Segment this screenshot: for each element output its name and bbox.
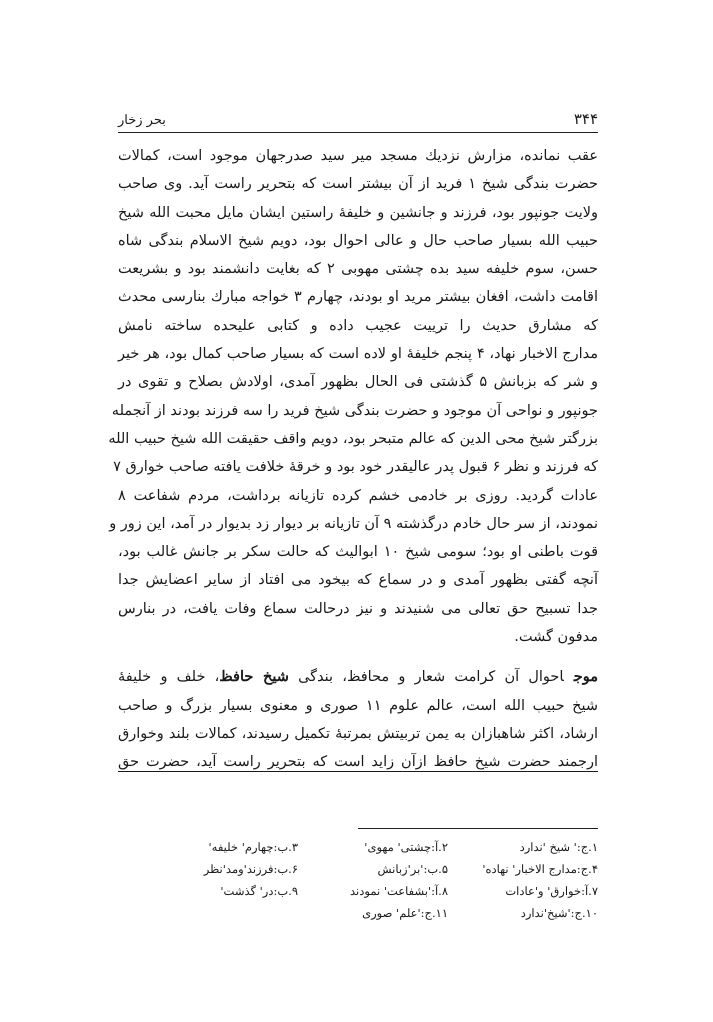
page-header: [118, 106, 598, 128]
footnote-row: [118, 880, 598, 902]
paragraph-1: [108, 142, 599, 651]
footnotes: [118, 836, 598, 924]
text-line: جدا تسبیح حق تعالی می شنیدند و نیز درحالت سماع وفات یافت، در بنارس: [118, 600, 598, 617]
text-line: مدفون گشت.: [514, 629, 598, 646]
text-line: که مشارق حدیث را ترییت عجیب داده و کتابی علیحده ساخته نامش: [118, 317, 598, 334]
text-line: که فرزند و نظر ۶ قبول پدر عالیقدر خود بود و خرقهٔ خلافت یافته صاحب خوارق ۷: [113, 459, 598, 476]
text-line: جونپور و نواحی آن موجود و حضرت بندگی شیخ فرید را سه فرزند بودند از آنجمله: [111, 402, 598, 419]
footnote: ۱.ج:' شیخ 'ندارد: [519, 840, 598, 854]
text-line: بزرگتر شیخ محی الدین که عالم متبحر بود، دویم واقف حقیقت الله شیخ حبیب الله: [108, 430, 598, 447]
footnote: ۹.ب:در' گذشت': [220, 884, 298, 898]
text-line: حسن، سوم خلیفه سید بده چشتی مهوبی ۲ که بغایت دانشمند بود و بشریعت: [118, 261, 598, 278]
text-line: نمودند، از سر حال خادم درگذشته ۹ آن تازیانه بر دیوار زد بدیوار در آمد، این زور و: [109, 515, 598, 532]
text-line: ارشاد، اکثر شاهبازان به یمن تربیتش بمرتبهٔ تکمیل رسیدند، کمالات بلند وخوارق: [118, 725, 598, 742]
page-number: ۳۴۴: [573, 110, 598, 128]
paragraph-2: [118, 663, 598, 776]
text-line: عادات گردید. روزی بر خادمی خشم کرده تازیانه برداشت، مردم شفاعت ۸: [118, 487, 598, 504]
text-line: اقامت داشت، افغان بیشتر مرید او بودند، چهارم ۳ خواجه مبارك بنارسی محدث: [118, 289, 598, 306]
text-line: ارجمند حضرت شیخ حافظ ازآن زاید است که بتحریر راست آید، حضرت حق: [118, 754, 598, 771]
text-segment: احوال آن کرامت شعار و محافظ، بندگی: [298, 669, 564, 686]
footnote-row: [118, 858, 598, 880]
header-rule: [118, 132, 598, 133]
footnote: ۶.ب:فرزند'ومد'نظر: [203, 862, 298, 876]
text-line: و شر که بزبانش ۵ گذشتی فی الحال بظهور آمدی، اولادش بصلاح و تقوی در: [118, 374, 598, 391]
footnote: ۷.آ:خوارق' و'عادات: [505, 884, 598, 898]
footnote: ۲.آ:چشتی' مهوی': [364, 840, 448, 854]
footnote-row: [118, 836, 598, 858]
footnote-row: [118, 902, 598, 924]
text-segment: ، خلف و خلیفهٔ: [118, 669, 220, 686]
footnote: ۸.آ:'بشفاعت' نمودند: [350, 884, 448, 898]
running-title: بحر زخار: [118, 113, 166, 128]
text-line: حبیب الله بسیار صاحب حال و عالی احوال بود، دویم شیخ الاسلام بندگی شاه: [118, 232, 598, 249]
bold-name: شیخ حافظ: [219, 668, 289, 686]
text-line: عقب نمانده، مزارش نزدیك مسجد میر سید صدرجهان موجود است، کمالات: [118, 148, 598, 164]
footnote: ۱۱.ج:'علم' صوری: [362, 906, 448, 920]
footnote: ۱۰.ج:'شیخ'ندارد: [520, 906, 598, 920]
footnote: ۳.ب:چهارم' خلیفه': [208, 840, 298, 854]
text-line: شیخ حبیب الله است، عالم علوم ۱۱ صوری و معنوی بسیار بزرگ و صاحب: [118, 697, 598, 714]
footnote: ۵.ب:'بر'زبانش: [377, 862, 448, 876]
text-line: ولایت جونپور بود، فرزند و جانشین و خلیفهٔ راستین ایشان مایل محبت الله شیخ: [118, 204, 598, 221]
text-line: حضرت بندگی شیخ ۱ فرید از آن بیشتر است که بتحریر راست آید. وی صاحب: [118, 176, 598, 193]
footnote-rule: [358, 828, 598, 829]
text-line: [118, 663, 598, 691]
section-lead-word: موج: [573, 668, 599, 686]
footnote: [148, 902, 298, 924]
text-line: قوت باطنی او بود؛ سومی شیخ ۱۰ ابوالیث که حالت سکر بر جانش غالب بود،: [118, 544, 598, 561]
text-line: مدارج الاخبار نهاد، ۴ پنجم خلیفهٔ او لاده است که بسیار صاحب کمال بود، هر خیر: [118, 346, 599, 363]
text-line: آنچه گفتی بظهور آمدی و در سماع که بیخود می افتاد از سایر اعضایش جدا: [118, 572, 598, 589]
main-text: [108, 142, 599, 777]
footnote: ۴.ج:مدارج الاخبار' نهاده': [482, 862, 598, 876]
